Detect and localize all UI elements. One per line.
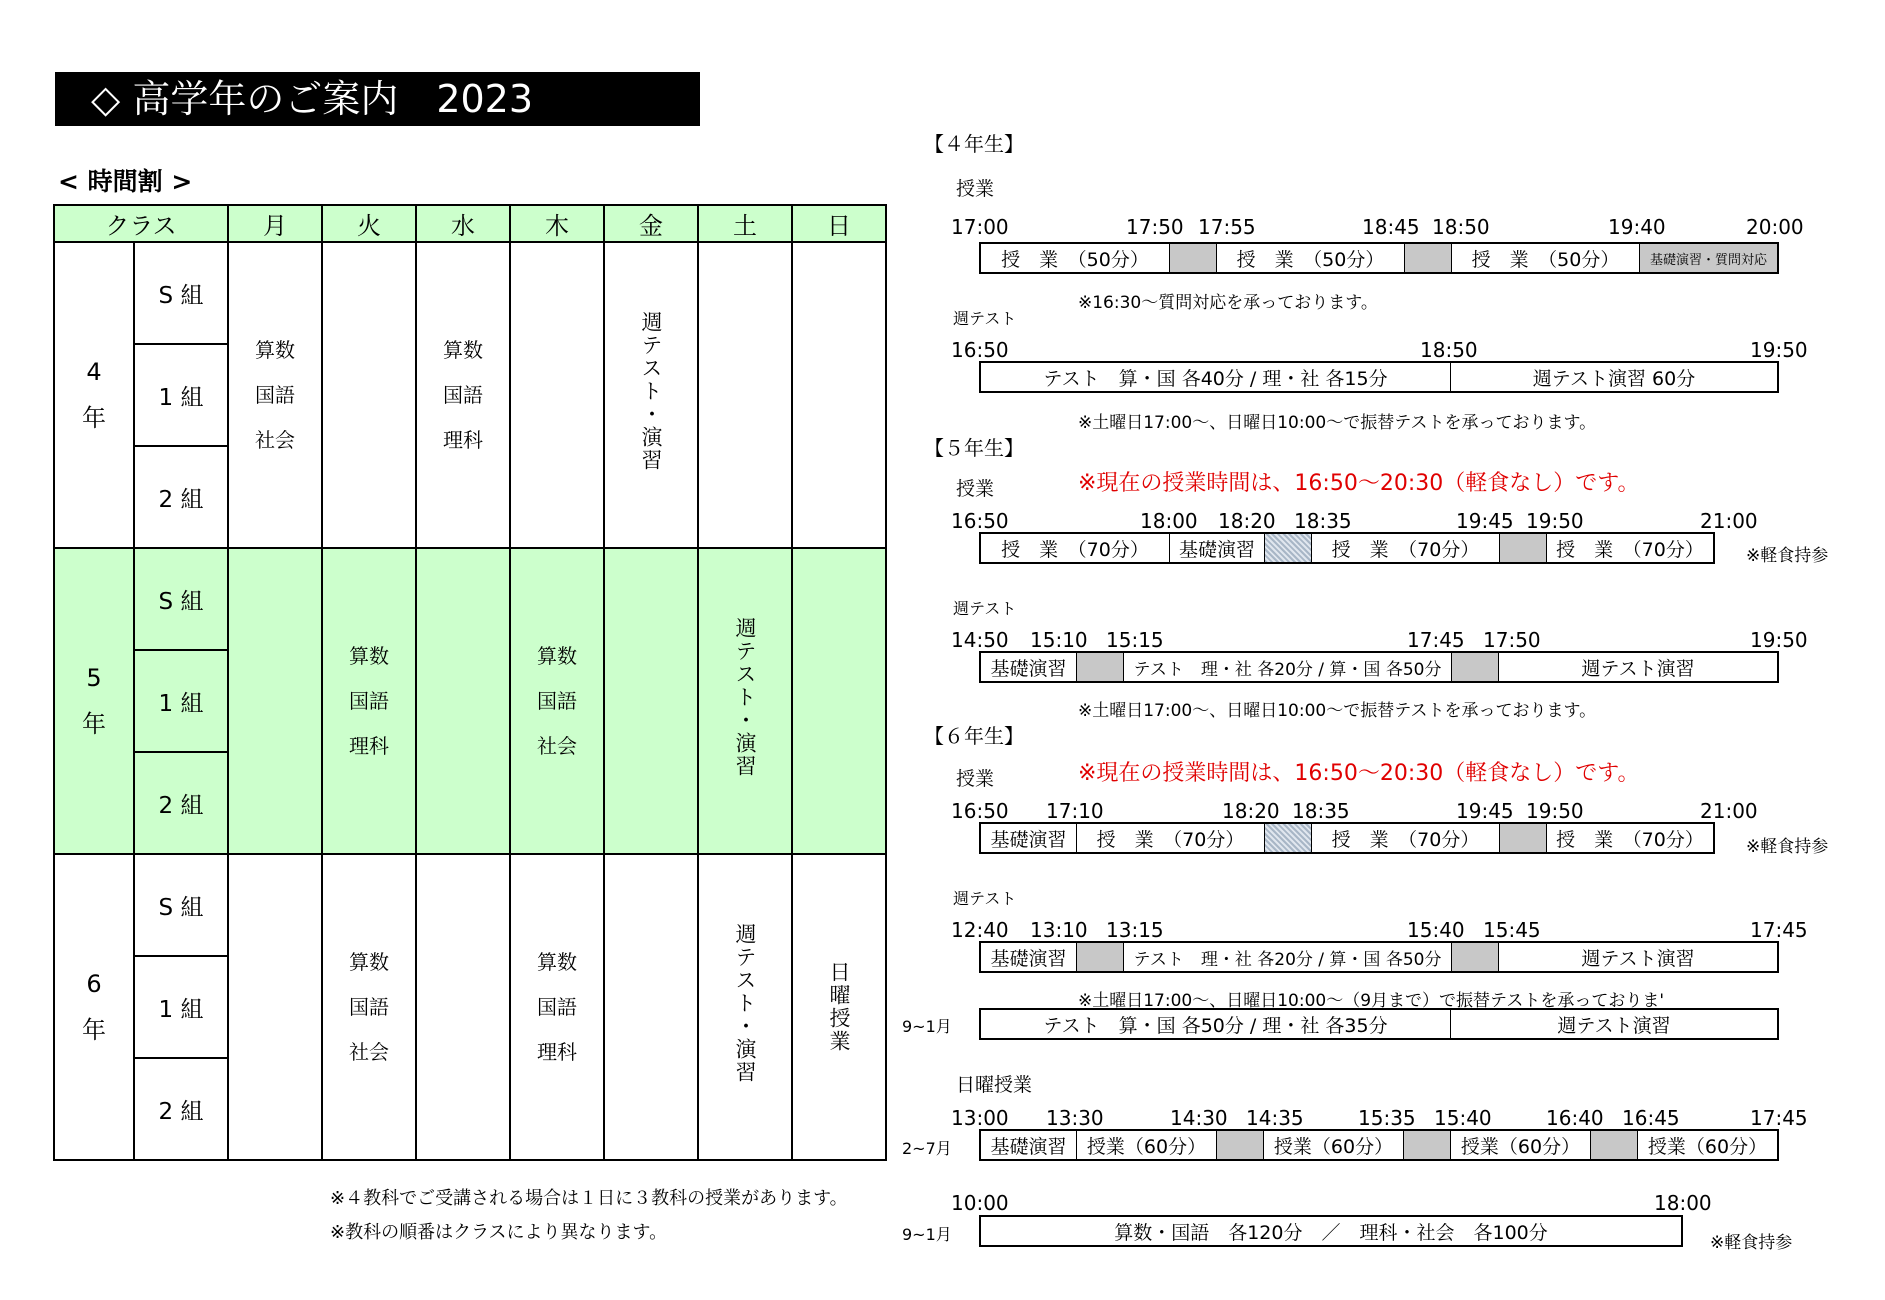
time-label: 17:45 — [1407, 628, 1465, 652]
g5-class-bar — [979, 532, 1715, 564]
subject-cell: 算数 国語 理科 — [416, 242, 510, 548]
time-label: 18:00 — [1654, 1191, 1712, 1215]
time-label: 21:00 — [1700, 799, 1758, 823]
time-label: 18:45 — [1362, 215, 1420, 239]
bar-segment: 算数・国語 各120分 ／ 理科・社会 各100分 — [1114, 1221, 1548, 1244]
bar-segment: 週テスト演習 — [1450, 1010, 1777, 1038]
bar-segment: テスト 算・国 各50分 / 理・社 各35分 — [1043, 1014, 1388, 1037]
time-label: 12:40 — [951, 918, 1009, 942]
subject-cell — [698, 242, 792, 548]
day-header: 日 — [792, 205, 886, 242]
kumi-cell: 2 組 — [134, 752, 228, 854]
class-label: 授業 — [956, 178, 995, 200]
kumi-cell: S 組 — [134, 548, 228, 650]
time-label: 14:30 — [1170, 1106, 1228, 1130]
warning-note: ※現在の授業時間は、16:50～20:30（軽食なし）です。 — [1078, 471, 1640, 496]
subject-cell: 算数 国語 社会 — [322, 854, 416, 1160]
bar-segment: 基礎演習 — [990, 947, 1067, 970]
grade6-row — [54, 854, 886, 956]
subject-cell — [416, 548, 510, 854]
time-label: 17:10 — [1046, 799, 1104, 823]
time-label: 18:50 — [1432, 215, 1490, 239]
g4-test-bar — [979, 361, 1779, 393]
time-label: 14:50 — [951, 628, 1009, 652]
bar-segment: 授 業 （70分） — [1546, 534, 1713, 562]
grade4-heading: 【４年生】 — [924, 132, 1024, 156]
time-label: 17:50 — [1483, 628, 1541, 652]
sunday-bar-sep — [979, 1215, 1683, 1247]
day-header: 木 — [510, 205, 604, 242]
kumi-cell: 1 組 — [134, 650, 228, 752]
bar-segment: 授 業 （50分） — [1001, 248, 1149, 271]
side-note: ※軽食持参 — [1710, 1233, 1793, 1253]
timetable-heading: < 時間割 > — [58, 167, 193, 196]
time-label: 15:15 — [1106, 628, 1164, 652]
time-label: 17:50 — [1126, 215, 1184, 239]
bar-segment: 授 業 （70分） — [1001, 538, 1149, 561]
kumi-cell: S 組 — [134, 854, 228, 956]
time-label: 17:00 — [951, 215, 1009, 239]
bar-segment: 授業（60分） — [1263, 1131, 1403, 1159]
time-label: 19:50 — [1750, 338, 1808, 362]
bar-segment: 授 業 （70分） — [1546, 824, 1713, 852]
break-segment — [1076, 943, 1123, 971]
break-segment — [1169, 244, 1216, 272]
time-label: 16:50 — [951, 799, 1009, 823]
kumi-cell: 2 組 — [134, 1058, 228, 1160]
break-segment — [1404, 244, 1451, 272]
subject-cell: 算数 国語 社会 — [228, 242, 322, 548]
g5-test-bar — [979, 651, 1779, 683]
break-segment — [1403, 1131, 1450, 1159]
bar-segment: 授 業 （50分） — [1216, 244, 1404, 272]
time-label: 15:45 — [1483, 918, 1541, 942]
bar-segment: 基礎演習 — [1169, 534, 1264, 562]
time-label: 20:00 — [1746, 215, 1804, 239]
time-label: 14:35 — [1246, 1106, 1304, 1130]
test-label: 週テスト — [953, 889, 1017, 908]
grade6-heading: 【６年生】 — [924, 724, 1024, 748]
test-label: 週テスト — [953, 309, 1017, 328]
note-text: ※土曜日17:00～、日曜日10:00～（9月まで）で振替テストを承っておりま' — [1078, 991, 1665, 1011]
time-label: 15:40 — [1407, 918, 1465, 942]
time-label: 19:40 — [1608, 215, 1666, 239]
note-text: ※16:30～質問対応を承っております。 — [1078, 293, 1378, 313]
break-segment — [1499, 534, 1546, 562]
grade4-row — [54, 242, 886, 344]
side-note: ※軽食持参 — [1746, 837, 1829, 857]
subject-cell — [510, 242, 604, 548]
break-segment — [1451, 653, 1498, 681]
break-segment — [1590, 1131, 1637, 1159]
kumi-cell: 1 組 — [134, 344, 228, 446]
kumi-cell: S 組 — [134, 242, 228, 344]
break-segment — [1076, 653, 1123, 681]
time-label: 13:10 — [1030, 918, 1088, 942]
timetable — [53, 204, 887, 1161]
bar-segment: 授業（60分） — [1450, 1131, 1590, 1159]
g6-test-bar — [979, 941, 1779, 973]
side-note: ※軽食持参 — [1746, 546, 1829, 566]
subject-cell — [228, 548, 322, 854]
time-label: 18:35 — [1292, 799, 1350, 823]
subject-cell — [792, 548, 886, 854]
kumi-cell: 1 組 — [134, 956, 228, 1058]
subject-cell: 算数 国語 理科 — [322, 548, 416, 854]
bar-segment: 基礎演習 — [990, 1135, 1067, 1158]
time-label: 13:15 — [1106, 918, 1164, 942]
grade5-heading: 【５年生】 — [924, 436, 1024, 460]
timetable-note: ※４教科でご受講される場合は１日に３教科の授業があります。 — [330, 1188, 848, 1209]
timetable-note: ※教科の順番はクラスにより異なります。 — [330, 1222, 668, 1243]
subject-cell: 週テスト・演習 — [604, 242, 698, 548]
grade-label: 4 年 — [54, 242, 134, 548]
g6-class-bar — [979, 822, 1715, 854]
grade5-row — [54, 548, 886, 650]
note-text: ※土曜日17:00～、日曜日10:00～で振替テストを承っております。 — [1078, 701, 1597, 721]
warning-note: ※現在の授業時間は、16:50～20:30（軽食なし）です。 — [1078, 761, 1640, 786]
time-label: 16:50 — [951, 509, 1009, 533]
time-label: 18:20 — [1218, 509, 1276, 533]
time-label: 19:50 — [1526, 509, 1584, 533]
bar-segment: 授業（60分） — [1637, 1131, 1777, 1159]
subject-cell — [604, 548, 698, 854]
subject-cell: 週テスト・演習 — [698, 548, 792, 854]
subject-cell: 週テスト・演習 — [698, 854, 792, 1160]
break-segment — [1264, 824, 1311, 852]
time-label: 19:50 — [1750, 628, 1808, 652]
time-label: 19:45 — [1456, 509, 1514, 533]
g4-class-bar — [979, 242, 1779, 274]
time-label: 18:00 — [1140, 509, 1198, 533]
grade-label: 6 年 — [54, 854, 134, 1160]
period-label: 9~1月 — [902, 1225, 952, 1244]
bar-segment: テスト 理・社 各20分 / 算・国 各50分 — [1123, 653, 1451, 681]
bar-segment: 授 業 （70分） — [1076, 824, 1264, 852]
time-label: 19:50 — [1526, 799, 1584, 823]
time-label: 15:35 — [1358, 1106, 1416, 1130]
class-label: 授業 — [956, 478, 995, 500]
kumi-cell: 2 組 — [134, 446, 228, 548]
time-label: 17:45 — [1750, 918, 1808, 942]
class-label: 授業 — [956, 768, 995, 790]
note-text: ※土曜日17:00～、日曜日10:00～で振替テストを承っております。 — [1078, 413, 1597, 433]
bar-segment: テスト 算・国 各40分 / 理・社 各15分 — [1043, 367, 1388, 390]
sunday-bar — [979, 1129, 1779, 1161]
subject-cell: 日曜授業 — [792, 854, 886, 1160]
page-banner — [55, 72, 700, 126]
subject-cell — [416, 854, 510, 1160]
time-label: 10:00 — [951, 1191, 1009, 1215]
bar-segment: 週テスト演習 — [1498, 653, 1777, 681]
day-header: 月 — [228, 205, 322, 242]
g6-test-bar-sep — [979, 1008, 1779, 1040]
diamond-icon: ◇ — [91, 77, 121, 121]
time-label: 18:50 — [1420, 338, 1478, 362]
bar-segment: 授 業 （70分） — [1311, 824, 1499, 852]
time-label: 13:00 — [951, 1106, 1009, 1130]
sunday-label: 日曜授業 — [956, 1074, 1033, 1096]
test-label: 週テスト — [953, 599, 1017, 618]
timetable-header-row — [54, 205, 886, 242]
time-label: 17:45 — [1750, 1106, 1808, 1130]
grade-label: 5 年 — [54, 548, 134, 854]
time-label: 17:55 — [1198, 215, 1256, 239]
bar-segment: 基礎演習 — [990, 657, 1067, 680]
bar-segment: 授業（60分） — [1076, 1131, 1216, 1159]
bar-segment: 授 業 （50分） — [1451, 244, 1639, 272]
day-header: 水 — [416, 205, 510, 242]
break-segment — [1264, 534, 1311, 562]
time-label: 16:40 — [1546, 1106, 1604, 1130]
bar-segment: 週テスト演習 60分 — [1450, 363, 1777, 391]
day-header: 金 — [604, 205, 698, 242]
time-label: 15:40 — [1434, 1106, 1492, 1130]
break-segment — [1499, 824, 1546, 852]
subject-cell — [792, 242, 886, 548]
subject-cell — [228, 854, 322, 1160]
break-segment — [1451, 943, 1498, 971]
bar-segment: 基礎演習・質問対応 — [1639, 244, 1777, 272]
time-label: 21:00 — [1700, 509, 1758, 533]
day-header: 土 — [698, 205, 792, 242]
time-label: 16:50 — [951, 338, 1009, 362]
subject-cell: 算数 国語 社会 — [510, 548, 604, 854]
time-label: 18:35 — [1294, 509, 1352, 533]
subject-cell — [322, 242, 416, 548]
day-header: 火 — [322, 205, 416, 242]
time-label: 16:45 — [1622, 1106, 1680, 1130]
class-header: クラス — [54, 205, 228, 242]
period-label: 2~7月 — [902, 1139, 952, 1158]
break-segment — [1216, 1131, 1263, 1159]
subject-cell: 算数 国語 理科 — [510, 854, 604, 1160]
bar-segment: 週テスト演習 — [1498, 943, 1777, 971]
period-label: 9~1月 — [902, 1017, 952, 1036]
bar-segment: テスト 理・社 各20分 / 算・国 各50分 — [1123, 943, 1451, 971]
page-title: 高学年のご案内 2023 — [132, 77, 534, 121]
time-label: 19:45 — [1456, 799, 1514, 823]
time-label: 13:30 — [1046, 1106, 1104, 1130]
time-label: 18:20 — [1222, 799, 1280, 823]
bar-segment: 授 業 （70分） — [1311, 534, 1499, 562]
bar-segment: 基礎演習 — [990, 828, 1067, 851]
time-label: 15:10 — [1030, 628, 1088, 652]
subject-cell — [604, 854, 698, 1160]
